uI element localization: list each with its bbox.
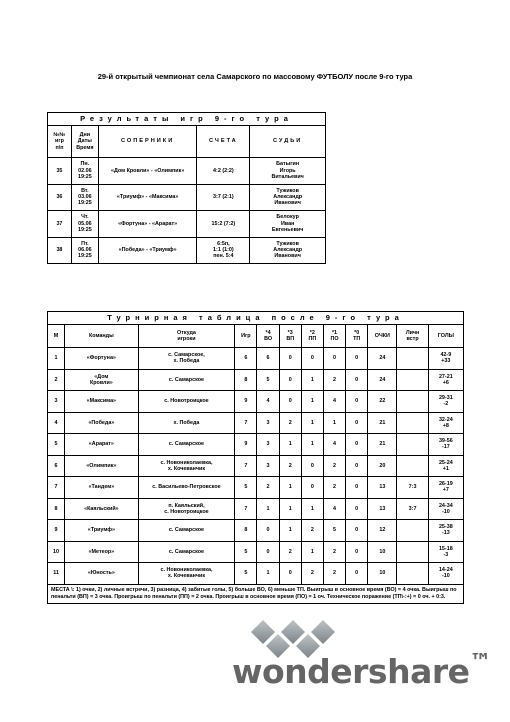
wins-regular-cell: 3	[257, 412, 279, 434]
col-header-wins-penalty: *3 ВП	[279, 325, 301, 348]
page-title: 29-й открытый чемпионат села Самарского по массовому ФУТБОЛУ после 9-го тура	[97, 72, 413, 81]
head-to-head-cell: 3:7	[397, 498, 428, 520]
col-header-tech-losses: *0 ТП	[346, 325, 368, 348]
tech-losses-cell: 0	[346, 477, 368, 499]
standings-header-row	[48, 325, 464, 348]
wins-penalty-cell: 1	[279, 477, 301, 499]
standings-row	[48, 348, 464, 370]
head-to-head-cell	[397, 541, 428, 563]
points-cell: 13	[368, 498, 397, 520]
losses-regular-cell: 2	[323, 369, 345, 391]
tech-losses-cell: 0	[346, 520, 368, 542]
place-cell: 3	[48, 391, 65, 413]
team-cell: «Юность»	[65, 563, 139, 585]
head-to-head-cell: 7:3	[397, 477, 428, 499]
col-header-place: М	[48, 325, 65, 348]
wordmark-text: wondershare	[232, 652, 470, 691]
standings-row	[48, 498, 464, 520]
head-to-head-cell	[397, 348, 428, 370]
results-caption: Результаты игр 9-го тура	[48, 113, 326, 126]
place-cell: 8	[48, 498, 65, 520]
goals-cell: 29-31 -2	[428, 391, 463, 413]
losses-penalty-cell: 1	[301, 391, 323, 413]
score-cell: 4:2 (2:2)	[197, 158, 250, 185]
team-cell: «Арарат»	[65, 434, 139, 456]
col-header-origin: Откуда игроки	[138, 325, 235, 348]
score-cell: 6:5п, 1:1 (1:0) пен. 5:4	[197, 237, 250, 264]
referee-cell: Тужиков Александр Иванович	[250, 237, 326, 264]
team-cell: «Метеор»	[65, 541, 139, 563]
losses-regular-cell: 1	[323, 412, 345, 434]
team-cell: «Тандем»	[65, 477, 139, 499]
wins-penalty-cell: 1	[279, 498, 301, 520]
points-cell: 10	[368, 541, 397, 563]
score-cell: 15:2 (7:2)	[197, 211, 250, 238]
wins-penalty-cell: 2	[279, 455, 301, 477]
referee-cell: Батыгин Игорь Витальевич	[250, 158, 326, 185]
trademark-symbol: ™	[469, 650, 491, 675]
wins-regular-cell: 3	[257, 434, 279, 456]
games-cell: 5	[235, 477, 257, 499]
team-cell: «Каяльский»	[65, 498, 139, 520]
wins-penalty-cell: 2	[279, 412, 301, 434]
results-table	[47, 112, 326, 264]
points-cell: 24	[368, 369, 397, 391]
place-cell: 1	[48, 348, 65, 370]
goals-cell: 32-24 +8	[428, 412, 463, 434]
points-cell: 13	[368, 477, 397, 499]
tech-losses-cell: 0	[346, 412, 368, 434]
team-cell: «Максима»	[65, 391, 139, 413]
wins-penalty-cell: 2	[279, 541, 301, 563]
col-header-losses-penalty: *2 ПП	[301, 325, 323, 348]
points-cell: 12	[368, 520, 397, 542]
games-cell: 6	[235, 348, 257, 370]
games-cell: 7	[235, 412, 257, 434]
points-cell: 22	[368, 391, 397, 413]
results-row	[48, 158, 326, 185]
losses-regular-cell: 0	[323, 348, 345, 370]
standings-row	[48, 434, 464, 456]
standings-footnote: МЕСТА \: 1) очки, 2) личные встречи, 3) разница, 4) забитые голы, 5) больше ВО, 6) меньше ТП. Выигрыш в основное время (ВО) = 4 очка. Выигрыш по пенальти (ВП) = 3 очка. Проигрыш по пенальти (ПП) = 2 очка. Проигрыш в основное время (ПО) = 1 оч. Техническое поражение (ТП\-:+) = 0 оч. + 0:3.	[48, 584, 464, 604]
losses-regular-cell: 4	[323, 391, 345, 413]
wins-regular-cell: 1	[257, 563, 279, 585]
game-number-cell: 36	[48, 184, 72, 211]
wins-regular-cell: 1	[257, 498, 279, 520]
standings-row	[48, 477, 464, 499]
losses-penalty-cell: 1	[301, 498, 323, 520]
origin-cell: с. Самарское	[138, 541, 235, 563]
goals-cell: 42-9 +33	[428, 348, 463, 370]
place-cell: 11	[48, 563, 65, 585]
goals-cell: 27-21 +6	[428, 369, 463, 391]
wins-regular-cell: 6	[257, 348, 279, 370]
tech-losses-cell: 0	[346, 391, 368, 413]
referee-cell: Белокур Иван Евгеньевич	[250, 211, 326, 238]
goals-cell: 24-34 -10	[428, 498, 463, 520]
standings-row	[48, 563, 464, 585]
losses-regular-cell: 2	[323, 541, 345, 563]
losses-penalty-cell: 0	[301, 477, 323, 499]
tech-losses-cell: 0	[346, 498, 368, 520]
tech-losses-cell: 0	[346, 369, 368, 391]
head-to-head-cell	[397, 434, 428, 456]
col-header-losses-regular: *1 ПО	[323, 325, 345, 348]
head-to-head-cell	[397, 455, 428, 477]
team-cell: «Олимпик»	[65, 455, 139, 477]
losses-penalty-cell: 0	[301, 348, 323, 370]
points-cell: 10	[368, 563, 397, 585]
origin-cell: с. Самарское	[138, 434, 235, 456]
points-cell: 20	[368, 455, 397, 477]
losses-penalty-cell: 2	[301, 563, 323, 585]
games-cell: 7	[235, 498, 257, 520]
game-number-cell: 37	[48, 211, 72, 238]
opponents-cell: «Дом Кровли» - «Олимпик»	[98, 158, 197, 185]
points-cell: 21	[368, 434, 397, 456]
wondershare-wordmark	[232, 652, 491, 691]
losses-regular-cell: 5	[323, 520, 345, 542]
goals-cell: 26-19 +7	[428, 477, 463, 499]
col-header-date: Дни Даты Время	[71, 126, 98, 158]
goals-cell: 15-18 -3	[428, 541, 463, 563]
origin-cell: с. Новониколаевка, х. Кочеванчик	[138, 455, 235, 477]
games-cell: 8	[235, 520, 257, 542]
date-cell: Пн. 02.06 19:25	[71, 158, 98, 185]
team-cell: «Фортуна»	[65, 348, 139, 370]
opponents-cell: «Триумф» - «Максима»	[98, 184, 197, 211]
place-cell: 9	[48, 520, 65, 542]
opponents-cell: «Победа» - «Триумф»	[98, 237, 197, 264]
losses-penalty-cell: 1	[301, 412, 323, 434]
tech-losses-cell: 0	[346, 563, 368, 585]
origin-cell: с. Васильево-Петровское	[138, 477, 235, 499]
date-cell: Чт. 05.06 19:25	[71, 211, 98, 238]
standings-row	[48, 455, 464, 477]
origin-cell: с. Самарское	[138, 520, 235, 542]
head-to-head-cell	[397, 520, 428, 542]
game-number-cell: 38	[48, 237, 72, 264]
games-cell: 8	[235, 369, 257, 391]
col-header-head-to-head: Личн встр	[397, 325, 428, 348]
place-cell: 7	[48, 477, 65, 499]
tech-losses-cell: 0	[346, 434, 368, 456]
standings-row	[48, 520, 464, 542]
col-header-wins-regular: *4 ВО	[257, 325, 279, 348]
col-header-scores: СЧЕТА	[197, 126, 250, 158]
points-cell: 21	[368, 412, 397, 434]
losses-regular-cell: 2	[323, 563, 345, 585]
games-cell: 5	[235, 563, 257, 585]
game-number-cell: 35	[48, 158, 72, 185]
opponents-cell: «Фортуна» - «Арарат»	[98, 211, 197, 238]
team-cell: «Победа»	[65, 412, 139, 434]
origin-cell: с. Новотроицкое	[138, 391, 235, 413]
losses-penalty-cell: 1	[301, 541, 323, 563]
wins-regular-cell: 5	[257, 369, 279, 391]
team-cell: «Дом Кровли»	[65, 369, 139, 391]
head-to-head-cell	[397, 563, 428, 585]
col-header-referees: СУДЬИ	[250, 126, 326, 158]
games-cell: 7	[235, 455, 257, 477]
goals-cell: 14-24 -10	[428, 563, 463, 585]
col-header-goals: ГОЛЫ	[428, 325, 463, 348]
place-cell: 4	[48, 412, 65, 434]
standings-table	[47, 311, 464, 604]
losses-regular-cell: 2	[323, 477, 345, 499]
origin-cell: с. Самарское, х. Победа	[138, 348, 235, 370]
wins-regular-cell: 0	[257, 520, 279, 542]
results-row	[48, 211, 326, 238]
losses-penalty-cell: 1	[301, 369, 323, 391]
wins-penalty-cell: 0	[279, 563, 301, 585]
head-to-head-cell	[397, 391, 428, 413]
goals-cell: 25-24 +1	[428, 455, 463, 477]
wins-regular-cell: 2	[257, 477, 279, 499]
tech-losses-cell: 0	[346, 455, 368, 477]
results-row	[48, 184, 326, 211]
games-cell: 9	[235, 391, 257, 413]
col-header-opponents: СОПЕРНИКИ	[98, 126, 197, 158]
wins-penalty-cell: 1	[279, 520, 301, 542]
standings-row	[48, 412, 464, 434]
head-to-head-cell	[397, 412, 428, 434]
standings-row	[48, 391, 464, 413]
losses-penalty-cell: 0	[301, 455, 323, 477]
col-header-points: ОЧКИ	[368, 325, 397, 348]
col-header-team: Команды	[65, 325, 139, 348]
standings-row	[48, 369, 464, 391]
origin-cell: х. Победа	[138, 412, 235, 434]
place-cell: 5	[48, 434, 65, 456]
losses-penalty-cell: 1	[301, 434, 323, 456]
wins-penalty-cell: 0	[279, 391, 301, 413]
place-cell: 2	[48, 369, 65, 391]
losses-penalty-cell: 2	[301, 520, 323, 542]
standings-caption: Турнирная таблица после 9-го тура	[48, 312, 464, 325]
origin-cell: с. Новониколаевка, х. Кочеванчик	[138, 563, 235, 585]
date-cell: Вт. 03.06 19:25	[71, 184, 98, 211]
date-cell: Пт. 06.06 19:25	[71, 237, 98, 264]
place-cell: 10	[48, 541, 65, 563]
games-cell: 5	[235, 541, 257, 563]
wins-penalty-cell: 0	[279, 369, 301, 391]
losses-regular-cell: 4	[323, 498, 345, 520]
score-cell: 3:7 (2:1)	[197, 184, 250, 211]
team-cell: «Триумф»	[65, 520, 139, 542]
goals-cell: 39-56 -17	[428, 434, 463, 456]
wins-regular-cell: 0	[257, 541, 279, 563]
results-row	[48, 237, 326, 264]
wins-penalty-cell: 0	[279, 348, 301, 370]
col-header-games: Игр	[235, 325, 257, 348]
place-cell: 6	[48, 455, 65, 477]
results-header-row	[48, 126, 326, 158]
losses-regular-cell: 4	[323, 434, 345, 456]
origin-cell: п. Каяльский, с. Новотроицкое	[138, 498, 235, 520]
head-to-head-cell	[397, 369, 428, 391]
tech-losses-cell: 0	[346, 348, 368, 370]
tech-losses-cell: 0	[346, 541, 368, 563]
losses-regular-cell: 2	[323, 455, 345, 477]
wins-regular-cell: 3	[257, 455, 279, 477]
referee-cell: Тужиков Александр Иванович	[250, 184, 326, 211]
wins-regular-cell: 4	[257, 391, 279, 413]
origin-cell: с. Самарское	[138, 369, 235, 391]
standings-row	[48, 541, 464, 563]
goals-cell: 25-38 -13	[428, 520, 463, 542]
games-cell: 9	[235, 434, 257, 456]
col-header-game-number: №№ игр п\п	[48, 126, 72, 158]
points-cell: 24	[368, 348, 397, 370]
wins-penalty-cell: 1	[279, 434, 301, 456]
